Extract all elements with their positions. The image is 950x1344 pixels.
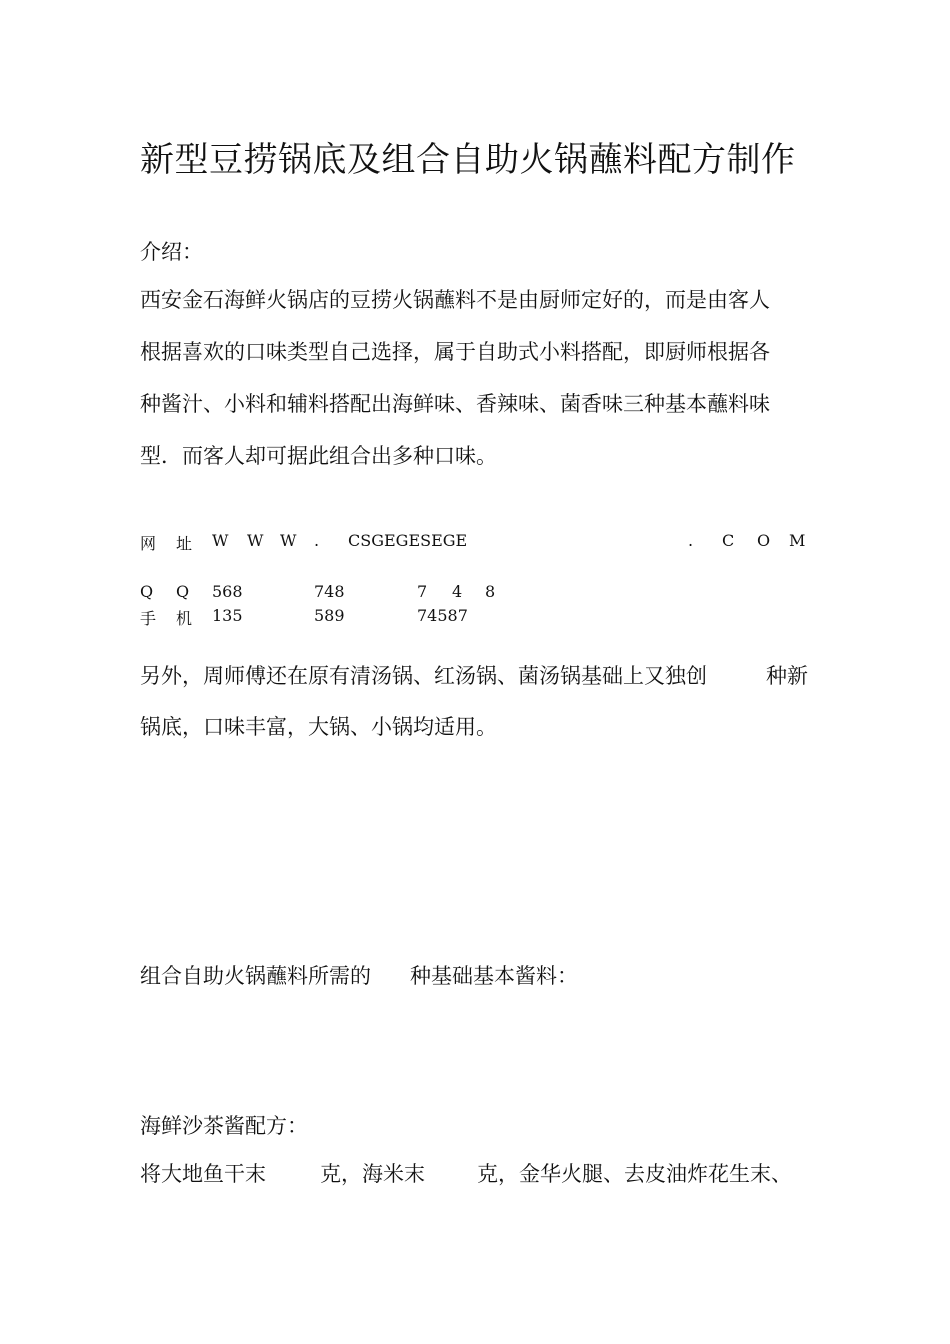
website-tld-char: O xyxy=(757,531,771,550)
website-w: W xyxy=(280,531,297,550)
phone-number-part: 74587 xyxy=(417,606,468,625)
website-dot: . xyxy=(688,531,694,550)
qq-number-part: 568 xyxy=(212,582,243,601)
website-label-char: 址 xyxy=(176,534,193,553)
extra-line: 另外，周师傅还在原有清汤锅、红汤锅、菌汤锅基础上又独创 xyxy=(140,664,707,688)
phone-number-part: 589 xyxy=(314,606,345,625)
website-tld-char: C xyxy=(722,531,735,550)
website-tld-char: M xyxy=(789,531,806,550)
qq-label-char: Q xyxy=(140,582,154,601)
qq-number-part: 4 xyxy=(452,582,463,601)
website-dot: . xyxy=(314,531,320,550)
page-title: 新型豆捞锅底及组合自助火锅蘸料配方制作 xyxy=(140,140,796,180)
recipe-text: 克，金华火腿、去皮油炸花生末、 xyxy=(477,1162,792,1186)
website-domain: CSGEGESEGE xyxy=(348,531,468,550)
phone-label-char: 手 xyxy=(140,609,157,628)
section-heading-tail: 种基础基本酱料： xyxy=(410,964,578,988)
extra-line-tail: 种新 xyxy=(766,664,808,688)
qq-number-part: 8 xyxy=(485,582,496,601)
recipe-text: 克，海米末 xyxy=(320,1162,425,1186)
intro-line: 型．而客人却可据此组合出多种口味。 xyxy=(140,444,497,468)
recipe-title: 海鲜沙茶酱配方： xyxy=(140,1114,308,1138)
website-w: W xyxy=(247,531,264,550)
intro-paragraph xyxy=(140,274,815,482)
website-w: W xyxy=(212,531,229,550)
intro-line: 西安金石海鲜火锅店的豆捞火锅蘸料不是由厨师定好的，而是由客人 xyxy=(140,288,770,312)
intro-line: 根据喜欢的口味类型自己选择，属于自助式小料搭配，即厨师根据各 xyxy=(140,340,770,364)
website-label-char: 网 xyxy=(140,534,157,553)
section-heading: 组合自助火锅蘸料所需的 xyxy=(140,964,371,988)
phone-label-char: 机 xyxy=(176,609,193,628)
intro-line: 种酱汁、小料和辅料搭配出海鲜味、香辣味、菌香味三种基本蘸料味 xyxy=(140,392,770,416)
qq-number-part: 7 xyxy=(417,582,428,601)
recipe-text: 将大地鱼干末 xyxy=(140,1162,266,1186)
qq-number-part: 748 xyxy=(314,582,345,601)
extra-line: 锅底，口味丰富，大锅、小锅均适用。 xyxy=(140,715,497,739)
qq-label-char: Q xyxy=(176,582,190,601)
intro-label: 介绍： xyxy=(140,240,203,264)
phone-number-part: 135 xyxy=(212,606,243,625)
